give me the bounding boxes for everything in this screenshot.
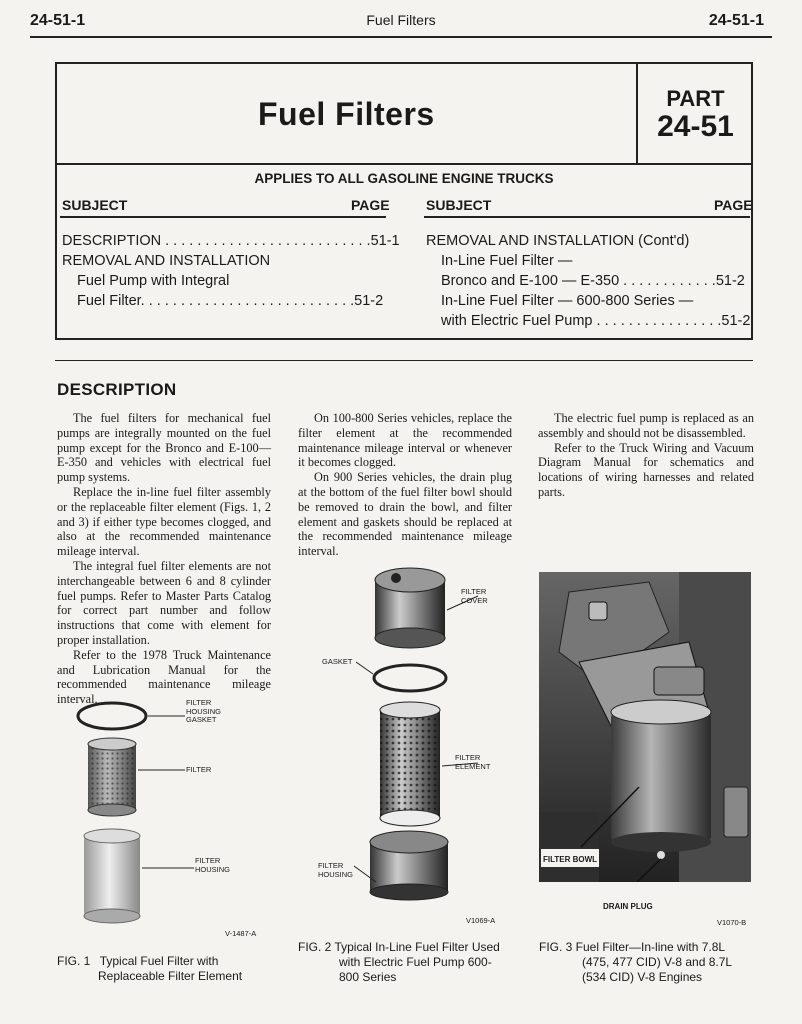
gasket-ring	[78, 703, 146, 729]
filter-element	[88, 738, 136, 816]
paragraph: Refer to the Truck Wiring and Vacuum Diagram Manual for schematics and locations of wiring harnesses and related parts.	[538, 440, 754, 499]
header-rule	[30, 36, 772, 38]
page-title: Fuel Filters	[258, 96, 435, 132]
callout-filter: FILTER	[186, 765, 212, 774]
toc-rule-right	[424, 216, 750, 218]
page-heading-right: PAGE	[714, 197, 753, 213]
paragraph: Replace the in-line fuel filter assembly or the replaceable filter element (Figs. 1, 2 and 3) if either type becomes clogged, and also at the recommended maintenance mileage interval.	[57, 484, 271, 559]
gasket-ring	[374, 665, 446, 691]
toc-entry-inline-filter: In-Line Fuel Filter —	[441, 253, 573, 269]
paragraph: The integral fuel filter elements are not interchangeable between 6 and 8 cylinder fuel pumps. Refer to Master Parts Catalog for correct part number and follow instructions that come with element for proper installation.	[57, 558, 271, 647]
subject-heading-left: SUBJECT	[62, 197, 128, 213]
toc-entry-fuel-filter: Fuel Filter. . . . . . . . . . . . . . . . . . . . . . . . . . .51-2	[77, 293, 384, 309]
fig3-caption-line-1: FIG. 3 Fuel Filter—In-line with 7.8L	[539, 940, 726, 954]
fig1-illustration	[70, 696, 280, 936]
callout-filter-element: FILTER ELEMENT	[455, 753, 491, 771]
part-label: PART	[666, 86, 725, 111]
page-heading-left: PAGE	[351, 197, 390, 213]
fig1-caption-number: FIG. 1	[57, 954, 91, 968]
fig3-caption-line-2: (475, 477 CID) V-8 and 8.7L	[582, 955, 733, 969]
fig3-code: V1070-B	[717, 918, 747, 927]
callout-filter-cover: FILTER COVER	[461, 587, 488, 605]
applies-to: APPLIES TO ALL GASOLINE ENGINE TRUCKS	[254, 171, 554, 186]
fig1-caption-line-1: Typical Fuel Filter with	[99, 954, 219, 968]
toc-entry-inline-600: In-Line Fuel Filter — 600-800 Series —	[441, 293, 694, 309]
toc-entry-removal: REMOVAL AND INSTALLATION	[62, 253, 271, 269]
fig2-code: V1069-A	[466, 916, 496, 925]
callout-drain-plug: DRAIN PLUG	[603, 902, 653, 911]
filter-housing	[84, 829, 140, 923]
section-rule	[55, 360, 753, 361]
leader-line	[356, 662, 373, 674]
filter-bowl	[611, 700, 711, 852]
fig2-caption-line-3: 800 Series	[339, 970, 397, 984]
description-column-2	[298, 411, 512, 559]
filter-housing	[370, 831, 448, 900]
toc-rule-left	[60, 216, 386, 218]
paragraph: The electric fuel pump is replaced as an assembly and should not be disassembled.	[538, 411, 754, 440]
callout-filter-housing-gasket: FILTER HOUSING GASKET	[186, 698, 222, 724]
toc-entry-fuel-pump: Fuel Pump with Integral	[77, 273, 230, 289]
subject-heading-right: SUBJECT	[426, 197, 492, 213]
callout-filter-bowl-box	[541, 849, 599, 867]
drain-plug	[657, 851, 665, 859]
page-number-right: 24-51-1	[708, 12, 764, 29]
paragraph: The fuel filters for mechanical fuel pumps are integrally mounted on the fuel pump except for the Bronco and E-100—E-350 and vehicles with electrical fuel pump systems.	[57, 411, 271, 485]
fig3-caption-line-3: (534 CID) V-8 Engines	[582, 970, 703, 984]
part-number: 24-51	[657, 110, 734, 143]
fig3-photo	[539, 572, 751, 882]
paragraph: On 900 Series vehicles, the drain plug at the bottom of the fuel filter bowl should be removed to drain the bowl, and filter element and gaskets should be replaced at the recommended maintenance mileage interval.	[298, 470, 512, 559]
fig1-caption-line-2: Replaceable Filter Element	[98, 969, 243, 983]
fig2-caption-line-1: FIG. 2 Typical In-Line Fuel Filter Used	[298, 940, 500, 954]
callout-filter-bowl: FILTER BOWL	[543, 855, 598, 864]
callout-filter-housing: FILTER HOUSING	[318, 861, 354, 879]
callout-filter-housing: FILTER HOUSING	[195, 856, 231, 874]
page-number-left: 24-51-1	[30, 12, 86, 29]
callout-gasket: GASKET	[322, 657, 353, 666]
fig2-caption-line-2: with Electric Fuel Pump 600-	[339, 955, 492, 969]
fig1-code: V-1487-A	[225, 929, 257, 938]
section-heading-description: DESCRIPTION	[57, 380, 177, 399]
toc-entry-bronco: Bronco and E-100 — E-350 . . . . . . . . . . . .51-2	[441, 273, 745, 289]
description-column-3	[538, 411, 754, 500]
fig1-caption	[57, 954, 218, 969]
paragraph: On 100-800 Series vehicles, replace the filter element at the recommended maintenance mileage interval or whenever it becomes clogged.	[298, 411, 512, 470]
filter-cover	[375, 568, 445, 648]
description-column-1	[57, 411, 271, 707]
toc-entry-electric-pump: with Electric Fuel Pump . . . . . . . . . . . . . . . .51-2	[441, 313, 751, 329]
toc-entry-removal-contd: REMOVAL AND INSTALLATION (Cont'd)	[426, 233, 690, 249]
paragraph: Refer to the 1978 Truck Maintenance and Lubrication Manual for the recommended maintenance mileage interval.	[57, 647, 271, 707]
title-divider	[55, 163, 753, 165]
filter-element	[380, 702, 440, 826]
running-title: Fuel Filters	[366, 12, 436, 28]
toc-entry-description: DESCRIPTION . . . . . . . . . . . . . . . . . . . . . . . . . .51-1	[62, 233, 400, 249]
